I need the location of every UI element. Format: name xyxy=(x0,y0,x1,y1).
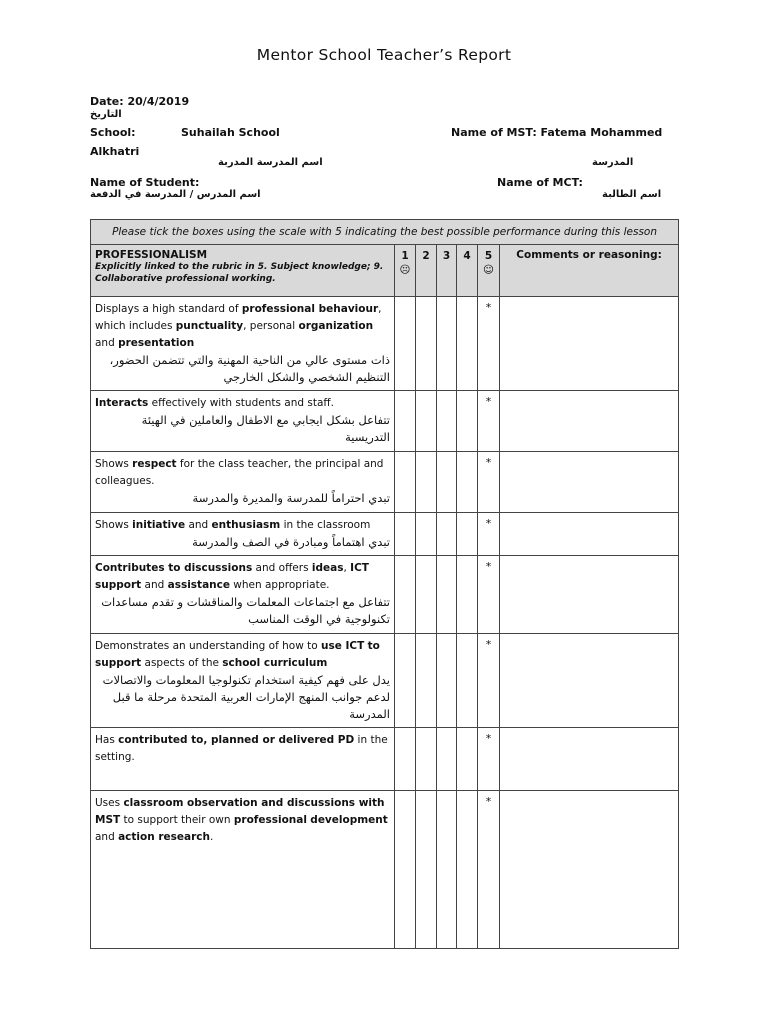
scale-1-label: 1 xyxy=(401,250,409,262)
rating-box-5[interactable]: * xyxy=(478,513,500,556)
criterion-arabic: تبدي اهتماماً ومبادرة في الصف والمدرسة xyxy=(192,535,390,549)
mst-label: Name of MST: Fatema Mohammed xyxy=(451,126,663,139)
scale-5-header xyxy=(478,245,500,297)
criterion-arabic: ذات مستوى عالي من الناحية المهنية والتي تتضمن الحضور، التنظيم الشخصي والشكل الخارجي xyxy=(109,353,390,384)
criterion-cell xyxy=(91,297,395,391)
rating-box-4[interactable] xyxy=(457,513,478,556)
rating-box-1[interactable] xyxy=(395,556,416,634)
mst-name-continued: Alkhatri xyxy=(90,145,140,158)
rating-box-1[interactable] xyxy=(395,452,416,513)
criterion-cell xyxy=(91,556,395,634)
rating-box-2[interactable] xyxy=(416,728,437,791)
criterion-english: Shows respect for the class teacher, the principal and colleagues. xyxy=(95,458,384,487)
criterion-english: Has contributed to, planned or delivered PD in the setting. xyxy=(95,734,388,763)
criterion-cell xyxy=(91,513,395,556)
rating-box-4[interactable] xyxy=(457,452,478,513)
mst-arabic-label: المدرسة xyxy=(592,157,634,168)
scale-4-header: 4 xyxy=(457,245,478,297)
date-label: Date: 20/4/2019 xyxy=(90,95,190,108)
comment-cell[interactable] xyxy=(500,297,679,391)
criterion-cell xyxy=(91,728,395,791)
criterion-english: Contributes to discussions and offers ideas, ICT support and assistance when appropriate. xyxy=(95,562,369,591)
criterion-cell xyxy=(91,391,395,452)
section-subtitle: Explicitly linked to the rubric in 5. Subject knowledge; 9. Collaborative professional working. xyxy=(95,262,384,284)
rating-box-1[interactable] xyxy=(395,728,416,791)
rubric-row xyxy=(91,452,679,513)
rating-box-1[interactable] xyxy=(395,391,416,452)
rubric-row xyxy=(91,556,679,634)
rating-box-3[interactable] xyxy=(437,556,457,634)
rating-box-2[interactable] xyxy=(416,513,437,556)
section-header-cell xyxy=(91,245,395,297)
comment-cell[interactable] xyxy=(500,634,679,728)
rubric-row xyxy=(91,634,679,728)
rating-box-5[interactable]: * xyxy=(478,452,500,513)
rating-box-5[interactable]: * xyxy=(478,556,500,634)
criterion-arabic: تتفاعل مع اجتماعات المعلمات والمناقشات و تقدم مساعدات تكنولوجية في الوقت المناسب xyxy=(101,595,390,626)
rubric-rows xyxy=(91,297,679,949)
scale-5-label: 5 xyxy=(484,250,493,262)
scale-1-header xyxy=(395,245,416,297)
mct-label: Name of MCT: xyxy=(497,176,583,189)
comment-cell[interactable] xyxy=(500,452,679,513)
comment-cell[interactable] xyxy=(500,391,679,452)
rating-box-2[interactable] xyxy=(416,391,437,452)
comment-cell[interactable] xyxy=(500,791,679,949)
rating-box-2[interactable] xyxy=(416,297,437,391)
criterion-cell xyxy=(91,791,395,949)
rating-box-5[interactable]: * xyxy=(478,728,500,791)
rating-box-2[interactable] xyxy=(416,452,437,513)
criterion-english: Interacts effectively with students and staff. xyxy=(95,397,334,409)
rating-box-1[interactable] xyxy=(395,791,416,949)
student-label: Name of Student: xyxy=(90,176,200,189)
rubric-row xyxy=(91,728,679,791)
rating-box-5[interactable]: * xyxy=(478,634,500,728)
student-arabic-label: اسم المدرس / المدرسة في الدفعة xyxy=(90,189,261,200)
scale-header-row xyxy=(91,245,679,297)
rating-box-3[interactable] xyxy=(437,452,457,513)
page-title: Mentor School Teacher’s Report xyxy=(256,46,512,64)
criterion-english: Uses classroom observation and discussions with MST to support their own professional development and action research. xyxy=(95,797,388,843)
rating-box-1[interactable] xyxy=(395,513,416,556)
comments-header: Comments or reasoning: xyxy=(500,245,679,297)
instruction-text: Please tick the boxes using the scale with 5 indicating the best possible performance during this lesson xyxy=(91,220,679,245)
rating-box-2[interactable] xyxy=(416,634,437,728)
rating-box-1[interactable] xyxy=(395,634,416,728)
happy-face-icon: ☺ xyxy=(483,264,494,276)
rating-box-3[interactable] xyxy=(437,791,457,949)
scale-2-header: 2 xyxy=(416,245,437,297)
date-arabic-label: التاريخ xyxy=(90,109,122,120)
rubric-row xyxy=(91,791,679,949)
rubric-table xyxy=(90,219,679,949)
criterion-arabic: يدل على فهم كيفية استخدام تكنولوجيا المعلومات والاتصالات لدعم جوانب المنهج الإمارات العربية المتحدة مرحلة ما قبل المدرسة xyxy=(102,673,390,721)
school-label: School: xyxy=(90,126,136,139)
rating-box-5[interactable]: * xyxy=(478,391,500,452)
rating-box-5[interactable]: * xyxy=(478,791,500,949)
comment-cell[interactable] xyxy=(500,556,679,634)
rating-box-3[interactable] xyxy=(437,513,457,556)
school-value: Suhailah School xyxy=(181,126,280,139)
rubric-row xyxy=(91,391,679,452)
rating-box-4[interactable] xyxy=(457,556,478,634)
comment-cell[interactable] xyxy=(500,728,679,791)
rating-box-3[interactable] xyxy=(437,297,457,391)
rating-box-3[interactable] xyxy=(437,634,457,728)
criterion-arabic: تتفاعل بشكل ايجابي مع الاطفال والعاملين في الهيئة التدريسية xyxy=(141,413,390,444)
rating-box-3[interactable] xyxy=(437,728,457,791)
mct-arabic-label: اسم الطالبة xyxy=(602,189,662,200)
rating-box-3[interactable] xyxy=(437,391,457,452)
rubric-row xyxy=(91,297,679,391)
scale-3-header: 3 xyxy=(437,245,457,297)
rubric-row xyxy=(91,513,679,556)
section-title: PROFESSIONALISM xyxy=(95,249,208,261)
criterion-english: Demonstrates an understanding of how to use ICT to support aspects of the school curriculum xyxy=(95,640,380,669)
rating-box-4[interactable] xyxy=(457,728,478,791)
comment-cell[interactable] xyxy=(500,513,679,556)
rating-box-1[interactable] xyxy=(395,297,416,391)
criterion-cell xyxy=(91,452,395,513)
criterion-arabic: تبدي احتراماً للمدرسة والمديرة والمدرسة xyxy=(192,491,390,505)
rating-box-4[interactable] xyxy=(457,634,478,728)
rating-box-5[interactable]: * xyxy=(478,297,500,391)
sad-face-icon: ☹ xyxy=(399,264,411,276)
rating-box-2[interactable] xyxy=(416,556,437,634)
criterion-english: Displays a high standard of professional behaviour, which includes punctuality, personal organization and presentation xyxy=(95,303,382,349)
school-arabic-label: اسم المدرسة المدربة xyxy=(218,157,323,168)
criterion-cell xyxy=(91,634,395,728)
rating-box-2[interactable] xyxy=(416,791,437,949)
instruction-row xyxy=(91,220,679,245)
rating-box-4[interactable] xyxy=(457,391,478,452)
criterion-english: Shows initiative and enthusiasm in the classroom xyxy=(95,519,371,531)
rating-box-4[interactable] xyxy=(457,297,478,391)
rating-box-4[interactable] xyxy=(457,791,478,949)
